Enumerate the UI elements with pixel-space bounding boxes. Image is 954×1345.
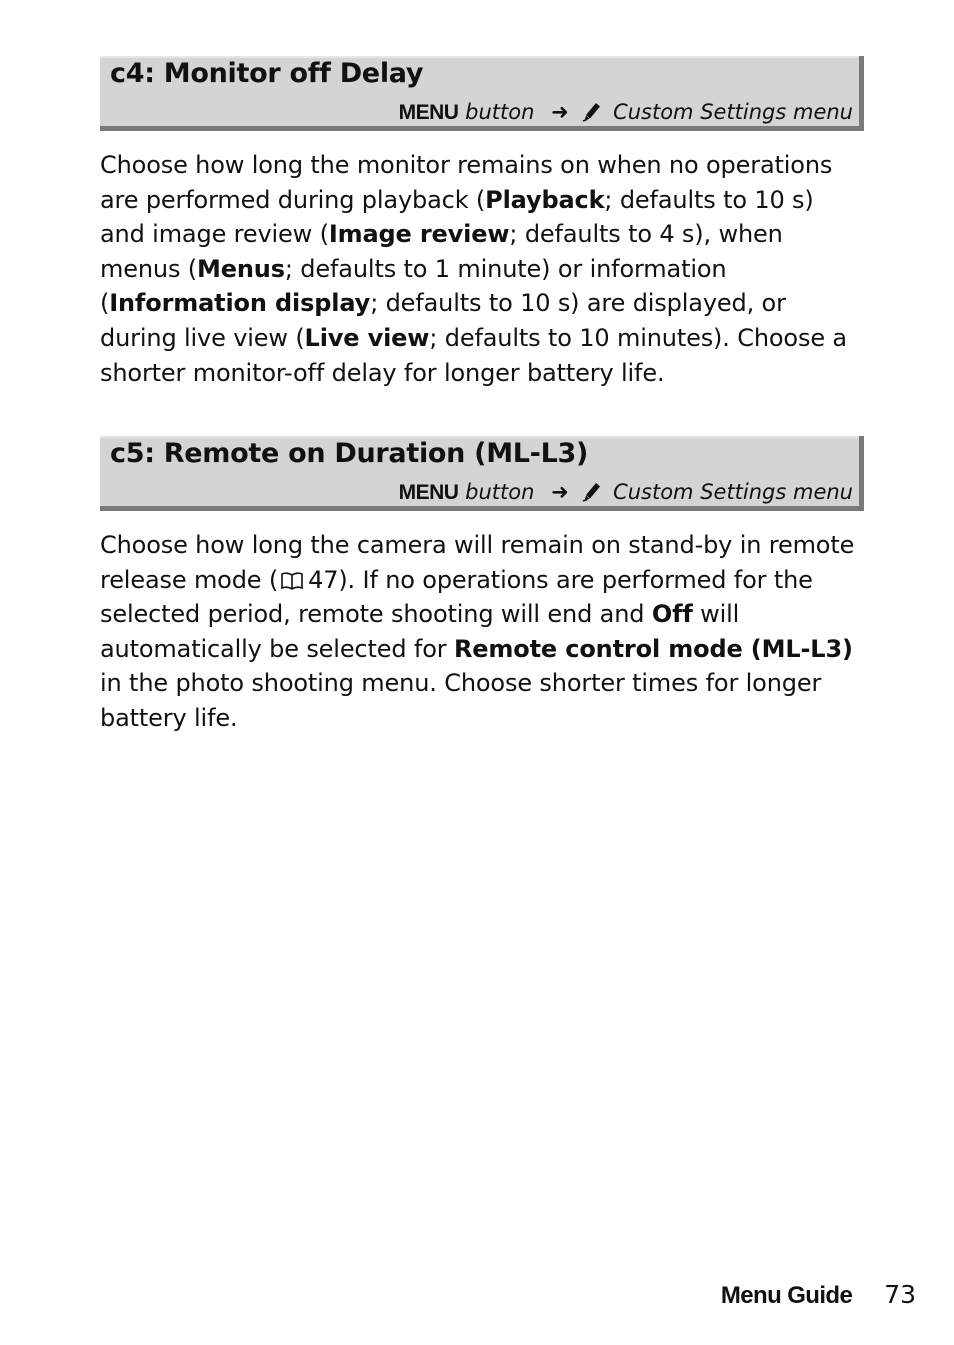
bold-term: Image review: [328, 220, 510, 249]
section-header-c5: [100, 436, 864, 511]
bold-term: Menus: [197, 254, 285, 283]
bold-term: Playback: [485, 185, 605, 214]
menu-path: [399, 100, 853, 125]
arrow-icon: ➜: [551, 480, 569, 504]
text-run: ; defaults to 10 s) and image review (: [100, 185, 814, 249]
text-run: ; defaults to 10 minutes). Choose a shorter monitor-off delay for longer battery life.: [100, 323, 847, 387]
text-run: ; defaults to 4 s), when menus (: [100, 220, 783, 283]
custom-settings-menu-label: Custom Settings menu: [613, 480, 853, 504]
bold-term: Information display: [109, 289, 371, 318]
text-run: will automatically be selected for: [100, 600, 740, 663]
pencil-icon: [581, 480, 603, 502]
page-number: 73: [884, 1280, 916, 1309]
footer-section-label: Menu Guide: [720, 1282, 853, 1309]
custom-settings-menu-label: Custom Settings menu: [613, 100, 853, 124]
text-run: Choose how long the camera will remain on stand-by in remote release mode (: [100, 531, 855, 594]
section-c4-body: [100, 148, 864, 390]
arrow-icon: ➜: [551, 100, 569, 124]
pencil-icon: [581, 100, 603, 122]
button-word: button: [465, 100, 535, 124]
text-run: in the photo shooting menu. Choose shorter times for longer battery life.: [100, 669, 822, 732]
bold-term: Remote control mode (ML-L3): [453, 634, 853, 663]
menu-button-label: MENU: [398, 481, 459, 504]
page-footer: [721, 1280, 916, 1310]
menu-path: [399, 480, 853, 505]
button-word: button: [465, 480, 535, 504]
bold-term: Off: [651, 600, 693, 629]
text-run: 47). If no operations are performed for the selected period, remote shooting will end and: [100, 565, 813, 629]
section-c5-body: [100, 528, 864, 736]
text-run: ; defaults to 1 minute) or information (: [100, 254, 727, 318]
book-icon: [280, 571, 304, 591]
menu-button-label: MENU: [398, 101, 459, 124]
section-title: c5: Remote on Duration (ML-L3): [110, 438, 589, 469]
text-run: Choose how long the monitor remains on when no operations are performed during playback (: [100, 151, 833, 214]
section-title: c4: Monitor off Delay: [110, 58, 424, 89]
bold-term: Live view: [304, 323, 430, 352]
section-header-c4: [100, 56, 864, 131]
text-run: ; defaults to 10 s) are displayed, or during live view (: [100, 289, 786, 352]
